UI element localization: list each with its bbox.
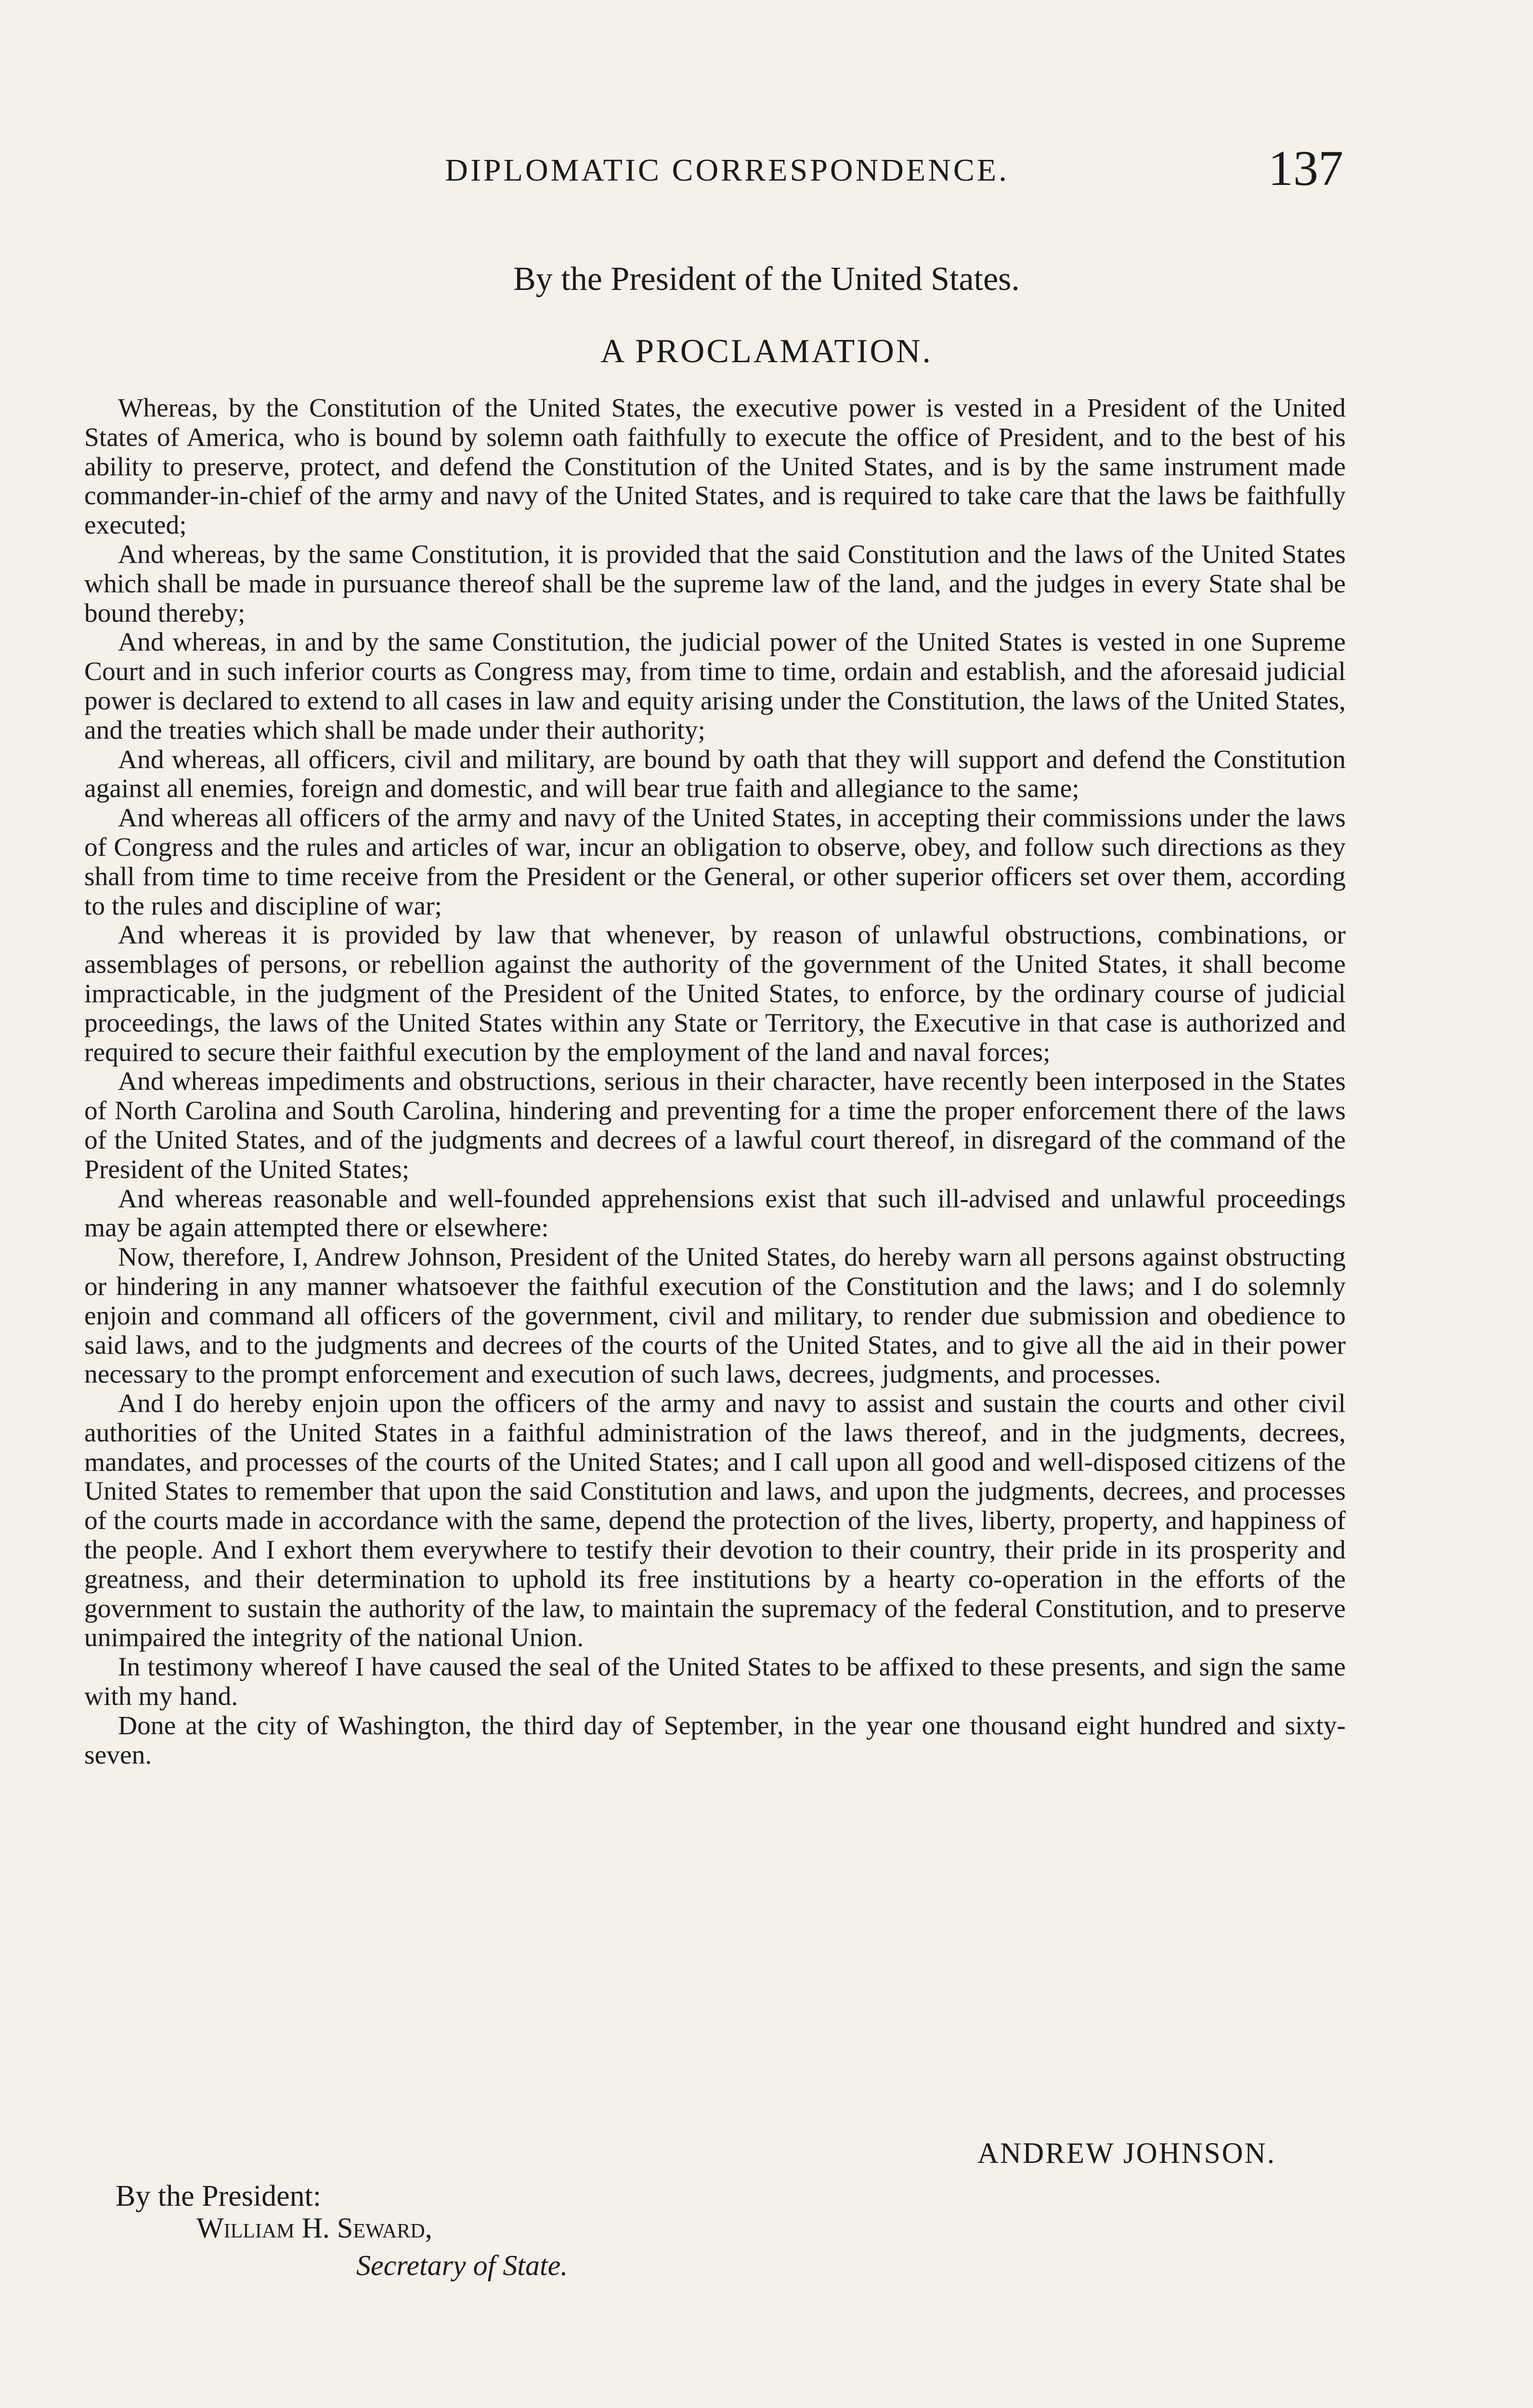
paragraph: And whereas all officers of the army and navy of the United States, in accepting their commissions under the laws of Congress and the rules and articles of war, incur an obligation to observe, obey, and follow such directions as they shall from time to time receive from the President or the General, or other superior officers set over them, according to the rules and discipline of war; <box>84 803 1346 921</box>
paragraph: And whereas, in and by the same Constitution, the judicial power of the United States is vested in one Supreme Court and in such inferior courts as Congress may, from time to time, ordain and establish, and the aforesaid judicial power is declared to extend to all cases in law and equity arising under the Constitution, the laws of the United States, and the treaties which shall be made under their authority; <box>84 628 1346 745</box>
running-head <box>111 141 1343 202</box>
paragraph: And whereas, all officers, civil and military, are bound by oath that they will support and defend the Constitution against all enemies, foreign and domestic, and will bear true faith and allegiance to the same; <box>84 745 1346 804</box>
paragraph: Now, therefore, I, Andrew Johnson, President of the United States, do hereby warn all persons against obstructing or hindering in any manner whatsoever the faithful execution of the Constitution and the laws; and I do solemnly enjoin and command all officers of the government, civil and military, to render due submission and obedience to said laws, and to the judgments and decrees of the courts of the United States, and to give all the aid in their power necessary to the prompt enforcement and execution of such laws, decrees, judgments, and processes. <box>84 1243 1346 1389</box>
paragraph: Whereas, by the Constitution of the United States, the executive power is vested in a President of the United States of America, who is bound by solemn oath faithfully to execute the office of President, and to the best of his ability to preserve, protect, and defend the Constitution of the United States, and is by the same instrument made commander-in-chief of the army and navy of the United States, and is required to take care that the laws be faithfully executed; <box>84 393 1346 540</box>
paragraph: And whereas impediments and obstructions, serious in their character, have recently been interposed in the States of North Carolina and South Carolina, hindering and preventing for a time the proper enforcement there of the laws of the United States, and of the judgments and decrees of a lawful court thereof, in disregard of the command of the President of the United States; <box>84 1067 1346 1184</box>
countersigner-title: Secretary of State. <box>356 2250 568 2281</box>
countersigner-name: William H. Seward, <box>196 2212 432 2244</box>
president-signature: ANDREW JOHNSON. <box>977 2137 1276 2170</box>
paragraph: And I do hereby enjoin upon the officers of the army and navy to assist and sustain the courts and other civil authorities of the United States in a faithful administration of the laws thereof, and in the judgments, decrees, mandates, and processes of the courts of the United States; and I call upon all good and well-disposed citizens of the United States to remember that upon the said Constitution and laws, and upon the judgments, decrees, and processes of the courts made in accordance with the same, depend the protection of the lives, liberty, property, and happiness of the people. And I exhort them everywhere to testify their devotion to their country, their pride in its prosperity and greatness, and their determination to uphold its free institutions by a hearty co-operation in the efforts of the government to sustain the authority of the law, to maintain the supremacy of the federal Constitution, and to preserve unimpaired the integrity of the national Union. <box>84 1389 1346 1653</box>
attestation-label: By the President: <box>116 2180 322 2212</box>
proclamation-byline: By the President of the United States. <box>513 261 1020 298</box>
proclamation-title: A PROCLAMATION. <box>600 333 933 370</box>
paragraph: In testimony whereof I have caused the seal of the United States to be affixed to these presents, and sign the same with my hand. <box>84 1652 1346 1712</box>
paragraph: And whereas it is provided by law that whenever, by reason of unlawful obstructions, combinations, or assemblages of persons, or rebellion against the authority of the government of the United States, it shall become impracticable, in the judgment of the President of the United States, to enforce, by the ordinary course of judicial proceedings, the laws of the United States within any State or Territory, the Executive in that case is authorized and required to secure their faithful execution by the employment of the land and naval forces; <box>84 920 1346 1067</box>
page-number: 137 <box>1268 141 1343 196</box>
paragraph: And whereas, by the same Constitution, it is provided that the said Constitution and the laws of the United States which shall be made in pursuance thereof shall be the supreme law of the land, and the judges in every State shal be bound thereby; <box>84 539 1346 628</box>
running-title: DIPLOMATIC CORRESPONDENCE. <box>445 153 1009 188</box>
proclamation-body <box>84 394 1346 1770</box>
paragraph: Done at the city of Washington, the third day of September, in the year one thousand eight hundred and sixty-seven. <box>84 1711 1346 1770</box>
paragraph: And whereas reasonable and well-founded apprehensions exist that such ill-advised and unlawful proceedings may be again attempted there or elsewhere: <box>84 1184 1346 1243</box>
